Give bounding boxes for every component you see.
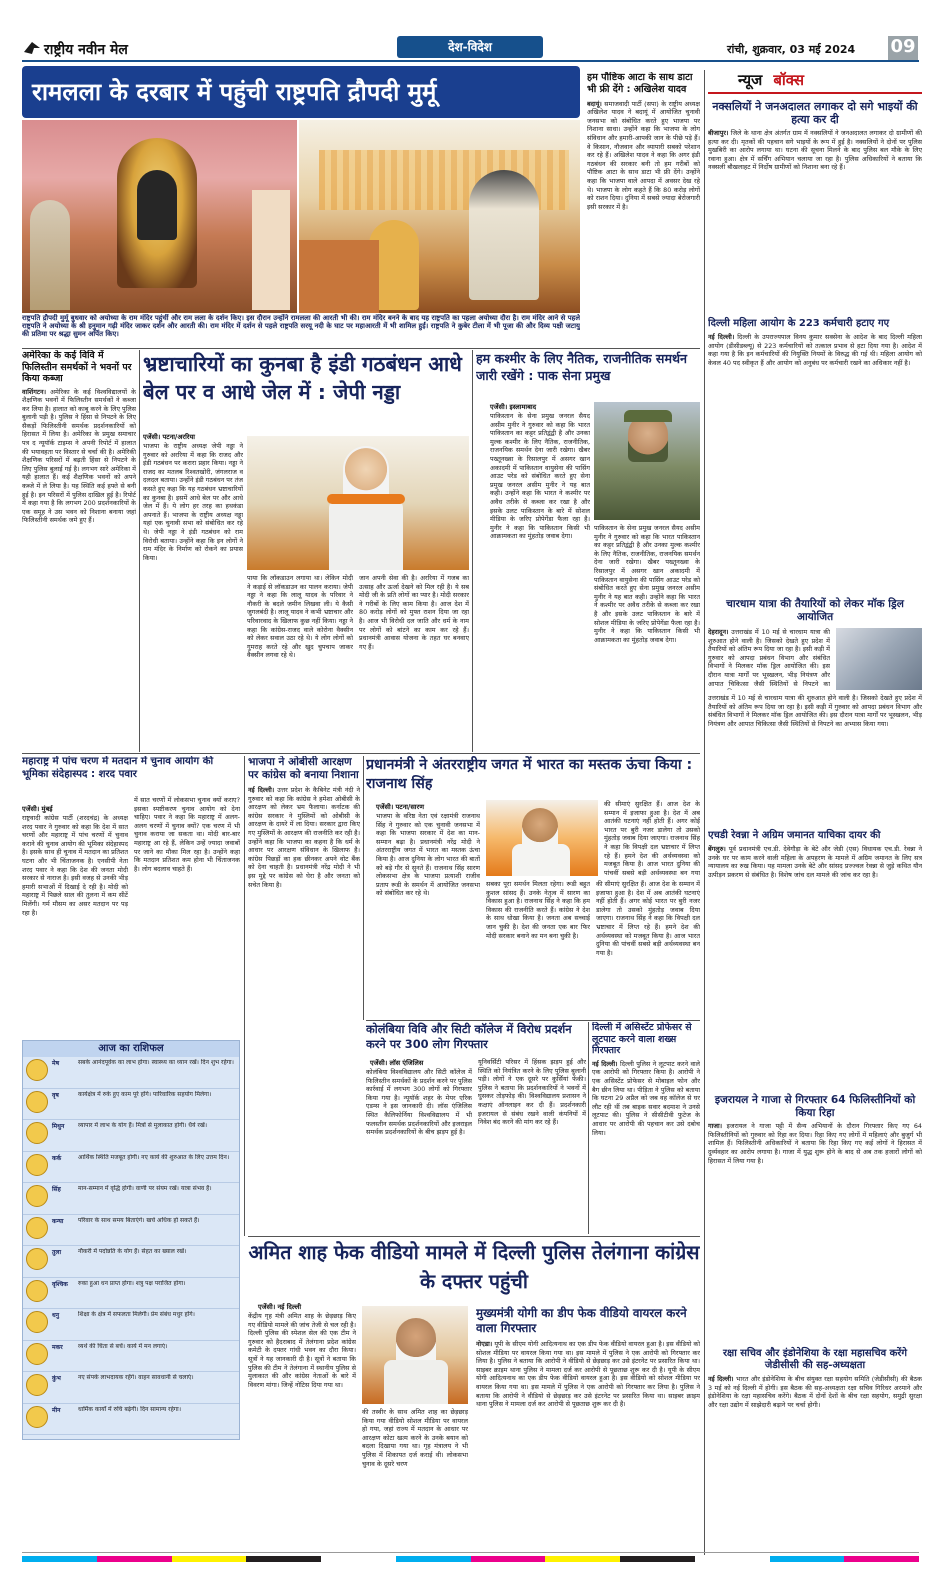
rashifal-list [23,1057,239,1435]
pakistan-story: हम कश्मीर के लिए नैतिक, राजनीतिक समर्थन जारी रखेंगे : पाक सेना प्रमुख एजेंसी। इस्लामाबाद पाकिस्तान के सेना प्रमुख जनरल सैयद असीम मुनीर ने गुरुवार को कहा कि भारत पाकिस्तान का कट्टर प्रतिद्वंद्वी है और उनका मुल्क कश्मीर के लिए नैतिक, राजनीतिक, राजनयिक समर्थन देना जारी रखेगा। खैबर पख्तूनख्वा के रिसालपुर में असगर खान अकादमी में पाकिस्तान वायुसेना की पासिंग आउट परेड को संबोधित करते हुए सेना प्रमुख जनरल असीम मुनीर ने यह बात कही। उन्होंने कहा कि भारत ने कश्मीर पर अवैध तरीके से कब्जा कर रखा है और इसके उलट पाकिस्तान के बारे में सोशल मीडिया के जरिए प्रोपेगेंडा फैला रहा है। मुनीर ने कहा कि पाकिस्तान किसी भी आक्रामकता का मुंहतोड़ जवाब देगा। पाकिस्तान के सेना प्रमुख जनरल सैयद असीम मुनीर ने गुरुवार को कहा कि भारत पाकिस्तान का कट्टर प्रतिद्वंद्वी है और उनका मुल्क कश्मीर के लिए नैतिक, राजनीतिक, राजनयिक समर्थन देना जारी रखेगा। खैबर पख्तूनख्वा के रिसालपुर में असगर खान अकादमी में पाकिस्तान वायुसेना की पासिंग आउट परेड को संबोधित करते हुए सेना प्रमुख जनरल असीम मुनीर ने यह बात कही। उन्होंने कहा कि भारत ने कश्मीर पर अवैध तरीके से कब्जा कर रखा है और इसके उलट पाकिस्तान के बारे में सोशल मीडिया के जरिए प्रोपेगेंडा फैला रहा है। मुनीर ने कहा कि पाकिस्तान किसी भी आक्रामकता का मुंहतोड़ जवाब देगा। [476,350,700,750]
pakistan-body: पाकिस्तान के सेना प्रमुख जनरल सैयद असीम मुनीर ने गुरुवार को कहा कि भारत पाकिस्तान का कट्टर प्रतिद्वंद्वी है और उनका मुल्क कश्मीर के लिए नैतिक, राजनीतिक, राजनयिक समर्थन देना जारी रखेगा। खैबर पख्तूनख्वा के रिसालपुर में असगर खान अकादमी में पाकिस्तान वायुसेना की पासिंग आउट परेड को संबोधित करते हुए सेना प्रमुख जनरल असीम मुनीर ने यह बात कही। उन्होंने कहा कि भारत ने कश्मीर पर अवैध तरीके से कब्जा कर रखा है और इसके उलट पाकिस्तान के बारे में सोशल मीडिया के जरिए प्रोपेगेंडा फैला रहा है। मुनीर ने कहा कि पाकिस्तान किसी भी आक्रामकता का मुंहतोड़ जवाब देगा। [490,412,590,541]
delhi-prof-story: दिल्ली में असिस्टेंट प्रोफेसर से लूटपाट करने वाला शख्स गिरफ्तार नई दिल्ली। दिल्ली पुलिस ने लूटपाट करने वाले एक आरोपी को गिरफ्तार किया है। आरोपी ने एक असिस्टेंट प्रोफेसर से मोबाइल फोन और बैग छीन लिया था। पीड़िता ने पुलिस को बताया कि घटना 29 अप्रैल को जब वह कॉलेज से घर लौट रही थीं तब बाइक सवार बदमाश ने उनसे लूटपाट की। पुलिस ने सीसीटीवी फुटेज के आधार पर आरोपी की पहचान कर उसे दबोच लिया। [592,1022,700,1137]
newsbox-headline: रक्षा सचिव और इंडोनेशिया के रक्षा महासचिव करेंगे जेडीसीसी की सह-अध्यक्षता [722,1348,908,1371]
news-box [708,70,922,1555]
newsbox-item: दिल्ली महिला आयोग के 223 कर्मचारी हटाए गए नई दिल्ली। दिल्ली के उपराज्यपाल विनय कुमार सक्सेना के आदेश के बाद दिल्ली महिला आयोग (डीसीडब्ल्यू) से 223 कर्मचारियों को तत्काल प्रभाव से हटा दिया गया है। आदेश में कहा गया है कि इन कर्मचारियों की नियुक्ति नियमों के विरुद्ध की गई थी। महिला आयोग को केवल 40 पद स्वीकृत हैं और आयोग को अनुबंध पर कर्मचारी रखने का अधिकार नहीं है। [708,318,922,367]
zodiac-sign-icon [26,1217,48,1239]
mock-drill-photo [836,628,922,690]
maharashtra-col2: में सात चरणों में लोकसभा चुनाव क्यों कराए? इसका स्पष्टीकरण चुनाव आयोग को देना चाहिए। पवार ने कहा कि महाराष्ट्र में अलग-अलग चरणों में चुनाव क्यों? एक चरण में भी चुनाव कराया जा सकता था। मोदी बार-बार महाराष्ट्र आ रहे हैं, लेकिन उन्हें ज्यादा जवाबों पर जाने का मौका मिल रहा है। उन्होंने कहा कि मतदान प्रतिशत कम होना भी चिंताजनक है। लोग बदलाव चाहते हैं। [134,796,240,873]
pakistan-army-chief-photo [594,402,700,520]
zodiac-sign-icon [26,1374,48,1396]
nadda-col1: भाजपा के राष्ट्रीय अध्यक्ष जेपी नड्डा ने गुरुवार को अररिया में कहा कि राजद और इंडी गठबंधन पर करारा प्रहार किया। नड्डा ने राजद का मतलब रिश्वतखोरी, जंगलराज व दलदल बताया। उन्होंने इंडी गठबंधन पर तंज कसते हुए कहा कि यह गठबंधन भ्रष्टाचारियों का कुनबा है। इसमें आधे बेल पर और आधे जेल में हैं। ये लोग हर तरह का हथकंडा अपनाते हैं। भाजपा के राष्ट्रीय अध्यक्ष नड्डा यहां एक चुनावी सभा को संबोधित कर रहे थे। जेपी नड्डा ने इंडी गठबंधन को राम विरोधी बताया। उन्होंने कहा कि इन लोगों ने राम मंदिर के निर्माण को रोकने का प्रयास किया। [143,442,243,562]
rajnath-story: प्रधानमंत्री ने अंतरराष्ट्रीय जगत में भारत का मस्तक ऊंचा किया : राजनाथ सिंह एजेंसी। पटना/सारण भाजपा के वरिष्ठ नेता एवं रक्षामंत्री राजनाथ सिंह ने गुरुवार को एक चुनावी जनसभा में कहा कि भाजपा सरकार में देश का मान-सम्मान बढ़ा है। प्रधानमंत्री नरेंद्र मोदी ने अंतरराष्ट्रीय जगत में भारत का मस्तक ऊंचा किया है। आज दुनिया के लोग भारत की बातों को बड़े गौर से सुनते हैं। राजनाथ सिंह सारण लोकसभा क्षेत्र के भाजपा प्रत्याशी राजीव प्रताप रूडी के समर्थन में आयोजित जनसभा को संबोधित कर रहे थे। की सीमाएं सुरक्षित हैं। आज देश के सम्मान में इजाफा हुआ है। देश में अब आतंकी घटनाएं नहीं होती हैं। अगर कोई भारत पर बुरी नजर डालेगा तो उसको मुंहतोड़ जवाब दिया जाएगा। राजनाथ सिंह ने कहा कि विपक्षी दल भ्रष्टाचार में लिप्त रहे हैं। हमने देश की अर्थव्यवस्था को मजबूत किया है। आज भारत दुनिया की पांचवीं सबसे बड़ी अर्थव्यवस्था बन गया सबका पूरा समर्थन मिलता रहेगा। रूडी बहुत कुशल सांसद हैं। उनके नेतृत्व में सारण का विकास हुआ है। राजनाथ सिंह ने कहा कि हम विकास की राजनीति करते हैं। कांग्रेस ने देश के साथ धोखा किया है। जनता अब सच्चाई जान चुकी है। देश की जनता एक बार फिर मोदी सरकार बनाने का मन बना चुकी है। की सीमाएं सुरक्षित हैं। आज देश के सम्मान में इजाफा हुआ है। देश में अब आतंकी घटनाएं नहीं होती हैं। अगर कोई भारत पर बुरी नजर डालेगा तो उसको मुंहतोड़ जवाब दिया जाएगा। राजनाथ सिंह ने कहा कि विपक्षी दल भ्रष्टाचार में लिप्त रहे हैं। हमने देश की अर्थव्यवस्था को मजबूत किया है। आज भारत दुनिया की पांचवीं सबसे बड़ी अर्थव्यवस्था बन गया है। [366,756,700,1018]
zodiac-forecast: नौकरी में पदोन्नति के योग हैं। सेहत का ख्याल रखें। [78,1248,187,1255]
zodiac-sign-name: सिंह [52,1186,61,1193]
zodiac-sign-name: वृश्चिक [52,1280,68,1288]
zodiac-forecast: कार्यक्षेत्र में रुके हुए काम पूरे होंगे। पारिवारिक सहयोग मिलेगा। [78,1090,212,1098]
pakistan-headline: हम कश्मीर के लिए नैतिक, राजनीतिक समर्थन जारी रखेंगे : पाक सेना प्रमुख [476,351,688,383]
america-story: अमेरिका के कई विवि में फिलिस्तीन समर्थकों ने भवनों पर किया कब्जा वाशिंगटन। अमेरिका के कई विश्वविद्यालयों के शैक्षणिक भवनों में फिलिस्तीन समर्थकों ने कब्जा कर लिया है। हालात को काबू करने के लिए पुलिस बुलानी पड़ी है। पुलिस ने हिंसा से निपटने के लिए सैकड़ों फिलिस्तीनी समर्थक प्रदर्शनकारियों को हिरासत में लिया है। अमेरिका के प्रमुख समाचार पत्र द न्यूयॉर्क टाइम्स ने अपनी रिपोर्ट में हालात की भयावहता पर विस्तार से चर्चा की है। अमेरिकी शैक्षणिक परिसरों में बढ़ती हिंसा से निपटने के लिए पुलिस बुलाई गई है। लगभग सारे अमेरिका में यही हालात हैं। कई शैक्षणिक भवनों को अपने कब्जे में ले लिया है। यह स्थिति कई हफ्ते से बनी हुई है। इन परिसरों में पुलिस दाखिल हुई है। रिपोर्ट में कहा गया है कि लगभग 200 प्रदर्शनकारियों के एक समूह ने उस भवन को निशाना बनाया जहां फिलिस्तीनी समर्थक जमे हुए हैं। [22,350,136,525]
rajnath-col1: भाजपा के वरिष्ठ नेता एवं रक्षामंत्री राजनाथ सिंह ने गुरुवार को एक चुनावी जनसभा में कहा कि भाजपा सरकार में देश का मान-सम्मान बढ़ा है। प्रधानमंत्री नरेंद्र मोदी ने अंतरराष्ट्रीय जगत में भारत का मस्तक ऊंचा किया है। आज दुनिया के लोग भारत की बातों को बड़े गौर से सुनते हैं। राजनाथ सिंह सारण लोकसभा क्षेत्र के भाजपा प्रत्याशी राजीव प्रताप रूडी के समर्थन में आयोजित जनसभा को संबोधित कर रहे थे। [376,812,480,898]
newsbox-item: एचडी रेवन्ना ने अग्रिम जमानत याचिका दायर की बेंगलुरु। पूर्व प्रधानमंत्री एच.डी. देवेगौड़ा के बेटे और जेडी (एस) विधायक एच.डी. रेवन्ना ने उनके घर पर काम करने वाली महिला के अपहरण के मामले में अग्रिम जमानत के लिए सत्र न्यायालय का रुख किया। यह मामला उनके बेटे और सांसद प्रज्ज्वल रेवन्ना से जुड़े कथित यौन उत्पीड़न प्रकरण से संबंधित है। विशेष जांच दल मामले की जांच कर रहा है। [708,830,922,879]
colombia-headline: कोलंबिया विवि और सिटी कॉलेज में विरोध प्रदर्शन करने पर 300 लोग गिरफ्तार [366,1022,572,1051]
delhi-prof-headline: दिल्ली में असिस्टेंट प्रोफेसर से लूटपाट करने वाला शख्स गिरफ्तार [592,1022,692,1057]
page-number: 09 [888,36,918,62]
zodiac-sign-icon [26,1154,48,1176]
yogi-headline: मुख्यमंत्री योगी का डीप फेक वीडियो वायरल करने वाला गिरफ्तार [476,1306,687,1335]
zodiac-sign-name: कर्क [52,1154,62,1162]
nadda-col3: जान अपनी सेवा की है। अररिया में गजब का उत्साह और ऊर्जा देखने को मिल रही है। ये सब मोदी जी के प्रति लोगों का प्यार है। मोदी सरकार ने गरीबों के लिए काम किया है। आज देश में 80 करोड़ लोगों को मुफ्त राशन दिया जा रहा है। आज भी विरोधी दल जाति और धर्म के नाम पर लोगों को बांटने का काम कर रहे हैं। प्रधानमंत्री आवास योजना के तहत घर बनवाए गए हैं। [359,574,469,651]
rashifal-box [22,1040,240,1440]
obc-headline: भाजपा ने ओबीसी आरक्षण पर कांग्रेस को बनाया निशाना [248,756,359,781]
rajnath-col2: की सीमाएं सुरक्षित हैं। आज देश के सम्मान में इजाफा हुआ है। देश में अब आतंकी घटनाएं नहीं होती हैं। अगर कोई भारत पर बुरी नजर डालेगा तो उसको मुंहतोड़ जवाब दिया जाएगा। राजनाथ सिंह ने कहा कि विपक्षी दल भ्रष्टाचार में लिप्त रहे हैं। हमने देश की अर्थव्यवस्था को मजबूत किया है। आज भारत दुनिया की पांचवीं सबसे बड़ी अर्थव्यवस्था बन गया [604,800,700,876]
lead-headline: रामलला के दरबार में पहुंची राष्ट्रपति द्रौपदी मुर्मू [32,78,437,106]
zodiac-sign-icon [26,1091,48,1113]
shah-story: अमित शाह फेक वीडियो मामले में दिल्ली पुलिस तेलंगाना कांग्रेस के दफ्तर पहुंची एजेंसी। नई दिल्ली केंद्रीय गृह मंत्री अमित शाह के छेड़छाड़ किए गए वीडियो मामले की जांच तेजी से चल रही है। दिल्ली पुलिस की स्पेशल सेल की एक टीम ने गुरुवार को हैदराबाद में तेलंगाना प्रदेश कांग्रेस कमेटी के दफ्तर गांधी भवन का दौरा किया। सूत्रों ने यह जानकारी दी है। सूत्रों ने बताया कि पुलिस की टीम ने तेलंगाना में स्थानीय पुलिस से मुलाकात की और कांग्रेस नेताओं के बारे में विवरण मांगा। जिन्हें नोटिस दिया गया था। की तस्वीर के साथ अमित शाह का छेड़छाड़ किया गया वीडियो सोशल मीडिया पर वायरल हो गया, जहां राज्य में मतदान के आधार पर आरक्षण कोटा खत्म करने के उनके बयान को बदला दिखाया गया था। गृह मंत्रालय ने भी पुलिस में शिकायत दर्ज कराई थी। लोकसभा चुनाव के दूसरे चरण मुख्यमंत्री योगी का डीप फेक वीडियो वायरल करने वाला गिरफ्तार नोएडा। यूपी के सीएम योगी आदित्यनाथ का एक डीप फेक वीडियो वायरल हुआ है। इस वीडियो को सोशल मीडिया पर वायरल किया गया था। इस मामले में पुलिस ने एक आरोपी को गिरफ्तार कर लिया है। पुलिस ने बताया कि आरोपी ने वीडियो से छेड़छाड़ कर उसे इंटरनेट पर प्रसारित किया था। साइबर क्राइम थाना पुलिस ने मामला दर्ज कर आरोपी से पूछताछ शुरू कर दी है। यूपी के सीएम योगी आदित्यनाथ का एक डीप फेक वीडियो वायरल हुआ है। इस वीडियो को सोशल मीडिया पर वायरल किया गया था। इस मामले में पुलिस ने एक आरोपी को गिरफ्तार कर लिया है। पुलिस ने बताया कि आरोपी ने वीडियो से छेड़छाड़ कर उसे इंटरनेट पर प्रसारित किया था। साइबर क्राइम थाना पुलिस ने मामला दर्ज कर आरोपी से पूछताछ शुरू कर दी है। [248,1238,700,1548]
lead-photo-right [299,120,580,313]
paper-name: राष्ट्रीय नवीन मेल [44,42,128,58]
nadda-headline: भ्रष्टाचारियों का कुनबा है इंडी गठबंधन आधे बेल पर व आधे जेल में : जेपी नड्डा [143,352,462,404]
akhilesh-body: बदायूं। समाजवादी पार्टी (सपा) के राष्ट्रीय अध्यक्ष अखिलेश यादव ने बदायूं में आयोजित चुनावी जनसभा को संबोधित करते हुए भाजपा पर निशाना साधा। उन्होंने कहा कि भाजपा के लोग संविधान और हमारी-आपकी जान के पीछे पड़े हैं। वे किसान, नौजवान और व्यापारी सबको परेशान कर रहे हैं। अखिलेश यादव ने कहा कि अगर इंडी गठबंधन की सरकार बनी तो हम गरीबों को पौष्टिक आटा के साथ डाटा भी फ्री देंगे। उन्होंने कहा कि भाजपा वाले आपदा में अवसर देख रहे थे। भाजपा के लोग कहते हैं कि 80 करोड़ लोगों को राशन दिया। दुनिया में सबसे ज्यादा बेरोजगारी इसी सरकार में है। [587,99,700,211]
zodiac-sign-icon [26,1185,48,1207]
zodiac-sign-icon [26,1248,48,1270]
rashifal-row [23,1057,239,1089]
zodiac-forecast: नए संपर्क लाभदायक रहेंगे। वाहन सावधानी से चलाएं। [78,1374,194,1381]
akhilesh-story [587,72,700,344]
zodiac-sign-icon [26,1059,48,1081]
yogi-story: मुख्यमंत्री योगी का डीप फेक वीडियो वायरल करने वाला गिरफ्तार नोएडा। यूपी के सीएम योगी आदित्यनाथ का एक डीप फेक वीडियो वायरल हुआ है। इस वीडियो को सोशल मीडिया पर वायरल किया गया था। इस मामले में पुलिस ने एक आरोपी को गिरफ्तार कर लिया है। पुलिस ने बताया कि आरोपी ने वीडियो से छेड़छाड़ कर उसे इंटरनेट पर प्रसारित किया था। साइबर क्राइम थाना पुलिस ने मामला दर्ज कर आरोपी से पूछताछ शुरू कर दी है। यूपी के सीएम योगी आदित्यनाथ का एक डीप फेक वीडियो वायरल हुआ है। इस वीडियो को सोशल मीडिया पर वायरल किया गया था। इस मामले में पुलिस ने एक आरोपी को गिरफ्तार कर लिया है। पुलिस ने बताया कि आरोपी ने वीडियो से छेड़छाड़ कर उसे इंटरनेट पर प्रसारित किया था। साइबर क्राइम थाना पुलिस ने मामला दर्ज कर आरोपी से पूछताछ शुरू कर दी है। [476,1306,700,1409]
zodiac-sign-icon [26,1311,48,1333]
colombia-story: कोलंबिया विवि और सिटी कॉलेज में विरोध प्रदर्शन करने पर 300 लोग गिरफ्तार एजेंसी। लॉस एंजिलिस कोलंबिया विश्वविद्यालय और सिटी कॉलेज में फिलिस्तीन समर्थकों के प्रदर्शन करने पर पुलिस कार्रवाई में लगभग 300 लोगों को गिरफ्तार किया गया है। न्यूयॉर्क शहर के मेयर एरिक एडम्स ने इस जानकारी दी। लॉस एंजिलिस स्थित कैलिफोर्निया विश्वविद्यालय में भी फलस्तीन समर्थक प्रदर्शनकारियों और इजराइल समर्थक प्रदर्शनकारियों के बीच झड़प हुई है। यूनिवर्सिटी परिसर में हिंसक झड़प हुई और स्थिति को नियंत्रित करने के लिए पुलिस बुलानी पड़ी। लोगों ने एक दूसरे पर कुर्सियां फेंकी। पुलिस ने बताया कि प्रदर्शनकारियों ने भवनों में घुसकर तोड़फोड़ की। विश्वविद्यालय प्रशासन ने कक्षाएं ऑनलाइन कर दी हैं। प्रदर्शनकारी इजरायल से संबंध रखने वाली कंपनियों में निवेश बंद करने की मांग कर रहे हैं। [366,1022,586,1234]
zodiac-forecast: सबके आनंदपूर्वक का लाभ होगा। स्वास्थ्य का ध्यान रखें। दिन शुभ रहेगा। [78,1059,234,1066]
america-headline: अमेरिका के कई विवि में फिलिस्तीन समर्थकों ने भवनों पर किया कब्जा [22,350,132,384]
zodiac-forecast: परिवार के साथ समय बिताएंगे। खर्च अधिक हो सकते हैं। [78,1216,200,1224]
zodiac-forecast: व्यर्थ की चिंता से बचें। कार्य में मन लगाएं। [78,1342,168,1350]
zodiac-sign-name: मकर [52,1343,63,1351]
zodiac-sign-name: वृष [52,1091,59,1099]
zodiac-sign-icon [26,1343,48,1365]
nadda-photo [247,436,469,570]
print-color-bar [22,1556,919,1562]
newsbox-headline: एचडी रेवन्ना ने अग्रिम जमानत याचिका दायर की [708,830,881,841]
lead-banner [22,66,580,118]
colombia-col2: यूनिवर्सिटी परिसर में हिंसक झड़प हुई और स्थिति को नियंत्रित करने के लिए पुलिस बुलानी पड़ी। लोगों ने एक दूसरे पर कुर्सियां फेंकी। पुलिस ने बताया कि प्रदर्शनकारियों ने भवनों में घुसकर तोड़फोड़ की। विश्वविद्यालय प्रशासन ने कक्षाएं ऑनलाइन कर दी हैं। प्रदर्शनकारी इजरायल से संबंध रखने वाली कंपनियों में निवेश बंद करने की मांग कर रहे हैं। [478,1058,586,1127]
rajnath-col4: की सीमाएं सुरक्षित हैं। आज देश के सम्मान में इजाफा हुआ है। देश में अब आतंकी घटनाएं नहीं होती हैं। अगर कोई भारत पर बुरी नजर डालेगा तो उसको मुंहतोड़ जवाब दिया जाएगा। राजनाथ सिंह ने कहा कि विपक्षी दल भ्रष्टाचार में लिप्त रहे हैं। हमने देश की अर्थव्यवस्था को मजबूत किया है। आज भारत दुनिया की पांचवीं सबसे बड़ी अर्थव्यवस्था बन गया है। [596,880,700,957]
maharashtra-story: महाराष्ट्र में पांच चरण में मतदान में चुनाव आयोग की भूमिका संदेहास्पद : शरद पवार एजेंसी। मुंबई राष्ट्रवादी कांग्रेस पार्टी (शरदचंद्र) के अध्यक्ष शरद पवार ने गुरुवार को कहा कि देश में सात चरणों और महाराष्ट्र में पांच चरणों में चुनाव कराने की चुनाव आयोग की भूमिका संदेहास्पद है। इसके साथ ही चुनाव में मतदान का प्रतिशत घटना और भी चिंताजनक है। एनसीपी नेता शरद पवार ने कहा कि देश की जनता मोदी सरकार से नाराज है। इसी वजह से उनकी भीड़ हमारी सभाओं में दिखाई दे रही है। मोदी को महाराष्ट्र में पिछले साल की तुलना में कम सीटें मिलेंगी। गर्म मौसम का असर मतदान पर पड़ रहा है। में सात चरणों में लोकसभा चुनाव क्यों कराए? इसका स्पष्टीकरण चुनाव आयोग को देना चाहिए। पवार ने कहा कि महाराष्ट्र में अलग-अलग चरणों में चुनाव क्यों? एक चरण में भी चुनाव कराया जा सकता था। मोदी बार-बार महाराष्ट्र आ रहे हैं, लेकिन उन्हें ज्यादा जवाबों पर जाने का मौका मिल रहा है। उन्होंने कहा कि मतदान प्रतिशत कम होना भी चिंताजनक है। लोग बदलाव चाहते हैं। [22,756,240,1034]
obc-story: भाजपा ने ओबीसी आरक्षण पर कांग्रेस को बनाया निशाना नई दिल्ली। उत्तर प्रदेश के कैबिनेट मंत्री नंदी ने गुरुवार को कहा कि कांग्रेस ने हमेशा ओबीसी के आरक्षण को लेकर भ्रम फैलाया। कर्नाटक की कांग्रेस सरकार ने मुस्लिमों को ओबीसी के आरक्षण के दायरे में ला दिया। सरकार द्वारा किए गए मुस्लिमों के आरक्षण की राजनीति कर रही है। उन्होंने कहा कि भाजपा का कहना है कि धर्म के आधार पर आरक्षण संविधान के खिलाफ है। कांग्रेस पिछड़ों का हक छीनकर अपने वोट बैंक को देना चाहती है। प्रधानमंत्री नरेंद्र मोदी ने भी इस मुद्दे पर कांग्रेस को घेरा है और जनता को सचेत किया है। [248,756,360,889]
zodiac-forecast: शिक्षा के क्षेत्र में सफलता मिलेगी। प्रेम संबंध मधुर होंगे। [78,1311,195,1318]
zodiac-sign-name: कन्या [52,1217,64,1225]
rashifal-row [23,1372,239,1404]
masthead [22,36,919,62]
rashifal-row [23,1404,239,1436]
zodiac-forecast: आर्थिक स्थिति मजबूत होगी। नए कार्य की शुरुआत के लिए उत्तम दिन। [78,1153,230,1161]
colombia-col1: कोलंबिया विश्वविद्यालय और सिटी कॉलेज में फिलिस्तीन समर्थकों के प्रदर्शन करने पर पुलिस कार्रवाई में लगभग 300 लोगों को गिरफ्तार किया गया है। न्यूयॉर्क शहर के मेयर एरिक एडम्स ने इस जानकारी दी। लॉस एंजिलिस स्थित कैलिफोर्निया विश्वविद्यालय में भी फलस्तीन समर्थक प्रदर्शनकारियों और इजराइल समर्थक प्रदर्शनकारियों के बीच झड़प हुई है। [366,1068,472,1137]
newsbox-headline: चारधाम यात्रा की तैयारियों को लेकर मॉक ड्रिल आयोजित [726,598,904,623]
rajnath-photo [486,800,598,876]
section-label: देश-विदेश [397,36,543,58]
newsbox-headline: नक्सलियों ने जनअदालत लगाकर दो सगे भाइयों की हत्या कर दी [712,100,918,126]
zodiac-sign-icon [26,1406,48,1428]
zodiac-forecast: व्यापार में लाभ के योग हैं। मित्रों से मुलाकात होगी। धैर्य रखें। [78,1122,207,1129]
rashifal-row [23,1120,239,1152]
pakistan-body-2: पाकिस्तान के सेना प्रमुख जनरल सैयद असीम मुनीर ने गुरुवार को कहा कि भारत पाकिस्तान का कट्टर प्रतिद्वंद्वी है और उनका मुल्क कश्मीर के लिए नैतिक, राजनीतिक, राजनयिक समर्थन देना जारी रखेगा। खैबर पख्तूनख्वा के रिसालपुर में असगर खान अकादमी में पाकिस्तान वायुसेना की पासिंग आउट परेड को संबोधित करते हुए सेना प्रमुख जनरल असीम मुनीर ने यह बात कही। उन्होंने कहा कि भारत ने कश्मीर पर अवैध तरीके से कब्जा कर रखा है और इसके उलट पाकिस्तान के बारे में सोशल मीडिया के जरिए प्रोपेगेंडा फैला रहा है। मुनीर ने कहा कि पाकिस्तान किसी भी आक्रामकता का मुंहतोड़ जवाब देगा। [594,524,700,644]
rajnath-col3: सबका पूरा समर्थन मिलता रहेगा। रूडी बहुत कुशल सांसद हैं। उनके नेतृत्व में सारण का विकास हुआ है। राजनाथ सिंह ने कहा कि हम विकास की राजनीति करते हैं। कांग्रेस ने देश के साथ धोखा किया है। जनता अब सच्चाई जान चुकी है। देश की जनता एक बार फिर मोदी सरकार बनाने का मन बना चुकी है। [486,880,590,940]
rajnath-headline: प्रधानमंत्री ने अंतरराष्ट्रीय जगत में भारत का मस्तक ऊंचा किया : राजनाथ सिंह [366,757,693,792]
paper-logo-icon [22,38,42,58]
news-box-label: न्यूज बॉक्स [708,70,922,94]
lead-photo-left [22,120,297,313]
dateline: रांची, शुक्रवार, 03 मई 2024 [727,43,856,56]
zodiac-forecast: रुका हुआ धन प्राप्त होगा। शत्रु पक्ष पराजित होगा। [78,1279,186,1287]
rashifal-row [23,1341,239,1373]
zodiac-sign-name: धनु [52,1312,60,1319]
rashifal-row [23,1278,239,1310]
newsbox-item: रक्षा सचिव और इंडोनेशिया के रक्षा महासचिव करेंगे जेडीसीसी की सह-अध्यक्षता नई दिल्ली। भारत और इंडोनेशिया के बीच संयुक्त रक्षा सहयोग समिति (जेडीसीसी) की बैठक 3 मई को नई दिल्ली में होगी। इस बैठक की सह-अध्यक्षता रक्षा सचिव गिरिधर अरमाने और इंडोनेशिया के रक्षा महासचिव करेंगे। बैठक में दोनों देशों के बीच रक्षा सहयोग, समुद्री सुरक्षा और रक्षा उद्योग में साझेदारी बढ़ाने पर चर्चा होगी। [708,1348,922,1409]
zodiac-forecast: मान-सम्मान में वृद्धि होगी। वाणी पर संयम रखें। यात्रा संभव है। [78,1185,212,1192]
zodiac-sign-icon [26,1122,48,1144]
zodiac-sign-icon [26,1280,48,1302]
zodiac-sign-name: मिथुन [52,1123,65,1130]
rashifal-row [23,1152,239,1184]
zodiac-sign-name: मीन [52,1406,61,1414]
newsbox-item: इजरायल ने गाजा से गिरफ्तार 64 फिलिस्तीनियों को किया रिहा गाजा। इजरायल ने गाजा पट्टी में सैन्य अभियानों के दौरान गिरफ्तार किए गए 64 फिलिस्तीनियों को गुरुवार को रिहा कर दिया। रिहा किए गए लोगों में महिलाएं और बुजुर्ग भी शामिल हैं। फिलिस्तीनी अधिकारियों ने बताया कि रिहा किए गए कई लोगों ने हिरासत में दुर्व्यवहार का आरोप लगाया है। गाजा में युद्ध शुरू होने के बाद से अब तक हजारों लोगों को हिरासत में लिया गया है। [708,1094,922,1165]
amit-shah-photo [362,1306,468,1404]
rashifal-row [23,1089,239,1121]
rashifal-row [23,1246,239,1278]
rashifal-title: आज का राशिफल [23,1041,239,1057]
zodiac-forecast: धार्मिक कार्यों में रुचि बढ़ेगी। दिन सामान्य रहेगा। [78,1405,182,1413]
nadda-story: भ्रष्टाचारियों का कुनबा है इंडी गठबंधन आधे बेल पर व आधे जेल में : जेपी नड्डा एजेंसी। पटना/अररिया भाजपा के राष्ट्रीय अध्यक्ष जेपी नड्डा ने गुरुवार को अररिया में कहा कि राजद और इंडी गठबंधन पर करारा प्रहार किया। नड्डा ने राजद का मतलब रिश्वतखोरी, जंगलराज व दलदल बताया। उन्होंने इंडी गठबंधन पर तंज कसते हुए कहा कि यह गठबंधन भ्रष्टाचारियों का कुनबा है। इसमें आधे बेल पर और आधे जेल में हैं। ये लोग हर तरह का हथकंडा अपनाते हैं। भाजपा के राष्ट्रीय अध्यक्ष नड्डा यहां एक चुनावी सभा को संबोधित कर रहे थे। जेपी नड्डा ने इंडी गठबंधन को राम विरोधी बताया। उन्होंने कहा कि इन लोगों ने राम मंदिर के निर्माण को रोकने का प्रयास किया। पाया कि लॉकडाउन लगाया था। लेकिन मोदी ने कड़ाई से लॉकडाउन का पालन कराया। जेपी नड्डा ने कहा कि लालू यादव के परिवार ने नौकरी के बदले जमीन लिखवा ली। ये कैसी जुगलबंदी है। लालू यादव ने कभी भ्रष्टाचार और परिवारवाद के खिलाफ कुछ नहीं किया। नड्डा ने कहा कि कांग्रेस-राजद वाले कोरोना वैक्सीन को लेकर सवाल उठा रहे थे। ये लोग लोगों को गुमराह करते रहे और खुद चुपचाप जाकर वैक्सीन लगवा रहे थे। जान अपनी सेवा की है। अररिया में गजब का उत्साह और ऊर्जा देखने को मिल रही है। ये सब मोदी जी के प्रति लोगों का प्यार है। मोदी सरकार ने गरीबों के लिए काम किया है। आज देश में 80 करोड़ लोगों को मुफ्त राशन दिया जा रहा है। आज भी विरोधी दल जाति और धर्म के नाम पर लोगों को बांटने का काम कर रहे हैं। प्रधानमंत्री आवास योजना के तहत घर बनवाए गए हैं। [143,350,469,752]
zodiac-sign-name: कुंभ [52,1375,61,1382]
maharashtra-col1: राष्ट्रवादी कांग्रेस पार्टी (शरदचंद्र) के अध्यक्ष शरद पवार ने गुरुवार को कहा कि देश में सात चरणों और महाराष्ट्र में पांच चरणों में चुनाव कराने की चुनाव आयोग की भूमिका संदेहास्पद है। इसके साथ ही चुनाव में मतदान का प्रतिशत घटना और भी चिंताजनक है। एनसीपी नेता शरद पवार ने कहा कि देश की जनता मोदी सरकार से नाराज है। इसी वजह से उनकी भीड़ हमारी सभाओं में दिखाई दे रही है। मोदी को महाराष्ट्र में पिछले साल की तुलना में कम सीटें मिलेंगी। गर्म मौसम का असर मतदान पर पड़ रहा है। [22,814,128,917]
rashifal-row [23,1309,239,1341]
maharashtra-headline: महाराष्ट्र में पांच चरण में मतदान में चुनाव आयोग की भूमिका संदेहास्पद : शरद पवार [22,756,214,780]
newsbox-item: नक्सलियों ने जनअदालत लगाकर दो सगे भाइयों की हत्या कर दी बीजापुर। जिले के थाना क्षेत्र अंतर्गत ग्राम में नक्सलियों ने जनअदालत लगाकर दो ग्रामीणों की हत्या कर दी। मृतकों की पहचान सगे भाइयों के रूप में हुई है। नक्सलियों ने दोनों पर पुलिस मुखबिरी का आरोप लगाया था। घटना की सूचना मिलने के बाद पुलिस बल मौके के लिए रवाना हुआ। क्षेत्र में सर्चिंग अभियान चलाया जा रहा है। पुलिस अधिकारियों ने बताया कि नक्सली बौखलाहट में निर्दोष ग्रामीणों को निशाना बना रहे हैं। [708,100,922,172]
shah-col1: केंद्रीय गृह मंत्री अमित शाह के छेड़छाड़ किए गए वीडियो मामले की जांच तेजी से चल रही है। दिल्ली पुलिस की स्पेशल सेल की एक टीम ने गुरुवार को हैदराबाद में तेलंगाना प्रदेश कांग्रेस कमेटी के दफ्तर गांधी भवन का दौरा किया। सूत्रों ने यह जानकारी दी है। सूत्रों ने बताया कि पुलिस की टीम ने तेलंगाना में स्थानीय पुलिस से मुलाकात की और कांग्रेस नेताओं के बारे में विवरण मांगा। जिन्हें नोटिस दिया गया था। [248,1312,356,1389]
zodiac-sign-name: मेष [52,1060,60,1067]
shah-col2: की तस्वीर के साथ अमित शाह का छेड़छाड़ किया गया वीडियो सोशल मीडिया पर वायरल हो गया, जहां राज्य में मतदान के आधार पर आरक्षण कोटा खत्म करने के उनके बयान को बदला दिखाया गया था। गृह मंत्रालय ने भी पुलिस में शिकायत दर्ज कराई थी। लोकसभा चुनाव के दूसरे चरण [362,1408,468,1468]
rashifal-row [23,1183,239,1215]
rashifal-row [23,1215,239,1247]
newsbox-item: चारधाम यात्रा की तैयारियों को लेकर मॉक ड्रिल आयोजित देहरादून। उत्तराखंड में 10 मई से चारधाम यात्रा की शुरुआत होने वाली है। जिसको देखते हुए प्रदेश में तैयारियों को अंतिम रूप दिया जा रहा है। इसी कड़ी में गुरुवार को आपदा प्रबंधन विभाग और संबंधित विभागों ने मिलकर मॉक ड्रिल आयोजित की। इस दौरान यात्रा मार्गों पर भूस्खलन, भीड़ नियंत्रण और आपात चिकित्सा जैसी स्थितियों से निपटने का उत्तराखंड में 10 मई से चारधाम यात्रा की शुरुआत होने वाली है। जिसको देखते हुए प्रदेश में तैयारियों को अंतिम रूप दिया जा रहा है। इसी कड़ी में गुरुवार को आपदा प्रबंधन विभाग और संबंधित विभागों ने मिलकर मॉक ड्रिल आयोजित की। इस दौरान यात्रा मार्गों पर भूस्खलन, भीड़ नियंत्रण और आपात चिकित्सा जैसी स्थितियों से निपटने का अभ्यास किया गया। [708,598,922,728]
akhilesh-headline: हम पौष्टिक आटा के साथ डाटा भी फ्री देंगे : अखिलेश यादव [587,72,693,95]
newsbox-headline: इजरायल ने गाजा से गिरफ्तार 64 फिलिस्तीनियों को किया रिहा [714,1094,916,1119]
shah-headline: अमित शाह फेक वीडियो मामले में दिल्ली पुलिस तेलंगाना कांग्रेस के दफ्तर पहुंची [248,1241,700,1293]
nadda-col2: पाया कि लॉकडाउन लगाया था। लेकिन मोदी ने कड़ाई से लॉकडाउन का पालन कराया। जेपी नड्डा ने कहा कि लालू यादव के परिवार ने नौकरी के बदले जमीन लिखवा ली। ये कैसी जुगलबंदी है। लालू यादव ने कभी भ्रष्टाचार और परिवारवाद के खिलाफ कुछ नहीं किया। नड्डा ने कहा कि कांग्रेस-राजद वाले कोरोना वैक्सीन को लेकर सवाल उठा रहे थे। ये लोग लोगों को गुमराह करते रहे और खुद चुपचाप जाकर वैक्सीन लगवा रहे थे। [247,574,353,660]
newsbox-headline: दिल्ली महिला आयोग के 223 कर्मचारी हटाए गए [708,318,890,329]
zodiac-sign-name: तुला [52,1249,62,1256]
lead-caption: राष्ट्रपति द्रौपदी मुर्मू बुधवार को अयोध्या के राम मंदिर पहुंचीं और राम लला के दर्शन किए। इस दौरान उन्होंने रामलला की आरती भी की। राम मंदिर बनने के बाद यह राष्ट्रपति का पहला अयोध्या दौरा है। राम मंदिर आने से पहले राष्ट्रपति ने अयोध्या के श्री हनुमान गढ़ी मंदिर जाकर दर्शन और आरती की। राम मंदिर में दर्शन से पहले राष्ट्रपति सरयू नदी के घाट पर महाआरती में भी शामिल हुईं। राष्ट्रपति ने कुबेर टीला में भी पूजा की और दिव्य पक्षी जटायु की प्रतिमा पर श्रद्धा सुमन अर्पित किए। [22,314,580,339]
